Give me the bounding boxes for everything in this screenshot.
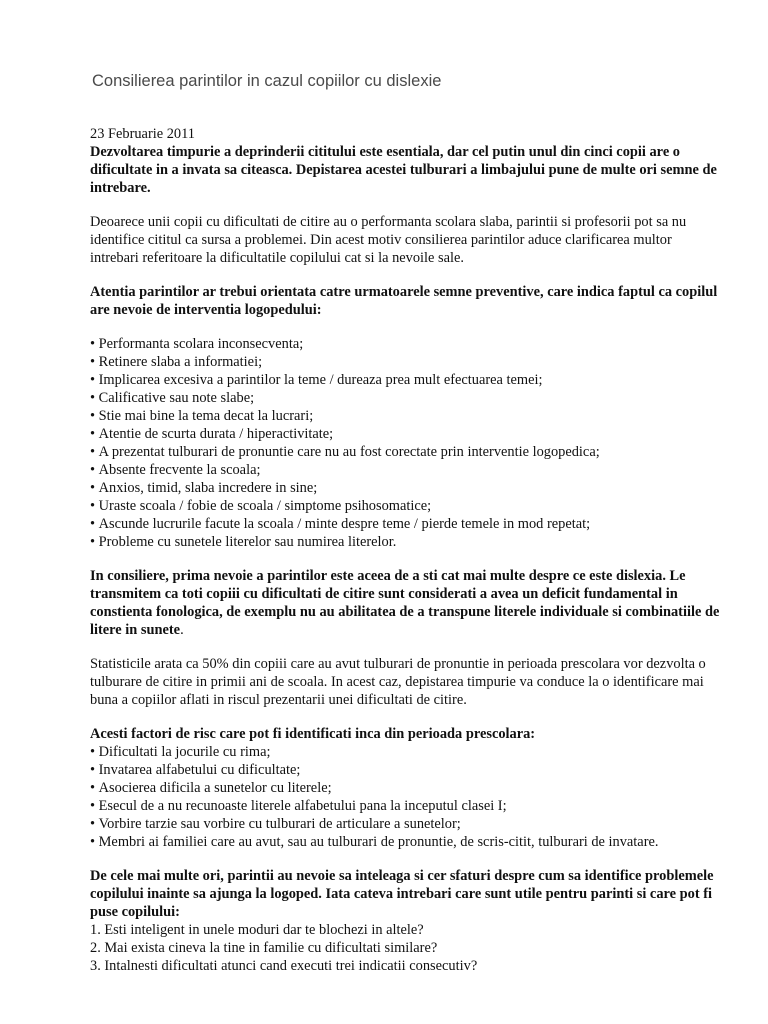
questions-list [90,921,720,975]
list-item: • Ascunde lucrurile facute la scoala / minte despre teme / pierde temele in mod repetat; [90,515,720,533]
list-item: • Membri ai familiei care au avut, sau au tulburari de pronuntie, de scris-citit, tulburari de invatare. [90,833,720,851]
list-item: • Stie mai bine la tema decat la lucrari; [90,407,720,425]
publish-date: 23 Februarie 2011 [90,126,195,142]
list-item: • Dificultati la jocurile cu rima; [90,743,720,761]
paragraph-counseling-end: . [180,622,184,638]
list-item: • Esecul de a nu recunoaste literele alfabetului pana la inceputul clasei I; [90,797,720,815]
signs-list [90,335,720,551]
list-item: • Vorbire tarzie sau vorbire cu tulburari de articulare a sunetelor; [90,815,720,833]
list-item: • Anxios, timid, slaba incredere in sine; [90,479,720,497]
list-item: • Absente frecvente la scoala; [90,461,720,479]
paragraph-context: Deoarece unii copii cu dificultati de citire au o performanta scolara slaba, parintii si profesorii pot sa nu identifice cititul ca sursa a problemei. Din acest motiv consilierea parintilor aduce clarificarea multor intrebari referitoare la dificultatile copilului cat si la nevoile sale. [90,214,687,266]
document-body [90,125,720,975]
list-item: • Implicarea excesiva a parintilor la teme / dureaza prea mult efectuarea temei; [90,371,720,389]
list-item: • Calificative sau note slabe; [90,389,720,407]
list-item: • Asocierea dificila a sunetelor cu literele; [90,779,720,797]
paragraph-counseling-text: In consiliere, prima nevoie a parintilor este aceea de a sti cat mai multe despre ce este dislexia. Le transmitem ca toti copiii cu dificultati de citire sunt considerati a avea un deficit fundamental in constienta fonologica, de exemplu nu au abilitatea de a transpune literele individuale si combinatiile de litere in sunete [90,568,720,638]
paragraph-counseling [90,567,720,639]
section-heading-questions: De cele mai multe ori, parintii au nevoie sa inteleaga si cer sfaturi despre cum sa identifice problemele copilului inainte sa ajunga la logoped. Iata cateva intrebari care sunt utile pentru parinti si care pot fi puse copilului: [90,868,714,920]
document-title: Consilierea parintilor in cazul copiilor cu dislexie [92,72,442,90]
list-item: • A prezentat tulburari de pronuntie care nu au fost corectate prin interventie logopedica; [90,443,720,461]
list-item: • Performanta scolara inconsecventa; [90,335,720,353]
list-item: • Invatarea alfabetului cu dificultate; [90,761,720,779]
list-item: 1. Esti inteligent in unele moduri dar te blochezi in altele? [90,922,424,938]
risks-list [90,743,720,851]
section-heading-signs: Atentia parintilor ar trebui orientata catre urmatoarele semne preventive, care indica faptul ca copilul are nevoie de interventia logopedului: [90,284,718,318]
paragraph-statistics: Statisticile arata ca 50% din copiii care au avut tulburari de pronuntie in perioada prescolara vor dezvolta o tulburare de citire in primii ani de scoala. In acest caz, depistarea timpurie va conduce la o identificare mai buna a copiilor aflati in riscul prezentarii unei dificultati de citire. [90,656,706,708]
list-item: • Retinere slaba a informatiei; [90,353,720,371]
list-item: • Uraste scoala / fobie de scoala / simptome psihosomatice; [90,497,720,515]
list-item: 3. Intalnesti dificultati atunci cand executi trei indicatii consecutiv? [90,958,478,974]
list-item: • Probleme cu sunetele literelor sau numirea literelor. [90,533,720,551]
list-item: • Atentie de scurta durata / hiperactivitate; [90,425,720,443]
list-item: 2. Mai exista cineva la tine in familie cu dificultati similare? [90,940,438,956]
section-heading-risks: Acesti factori de risc care pot fi identificati inca din perioada prescolara: [90,726,536,742]
intro-paragraph: Dezvoltarea timpurie a deprinderii cititului este esentiala, dar cel putin unul din cinci copii are o dificultate in a invata sa citeasca. Depistarea acestei tulburari a limbajului pune de multe ori semne de intrebare. [90,144,717,196]
